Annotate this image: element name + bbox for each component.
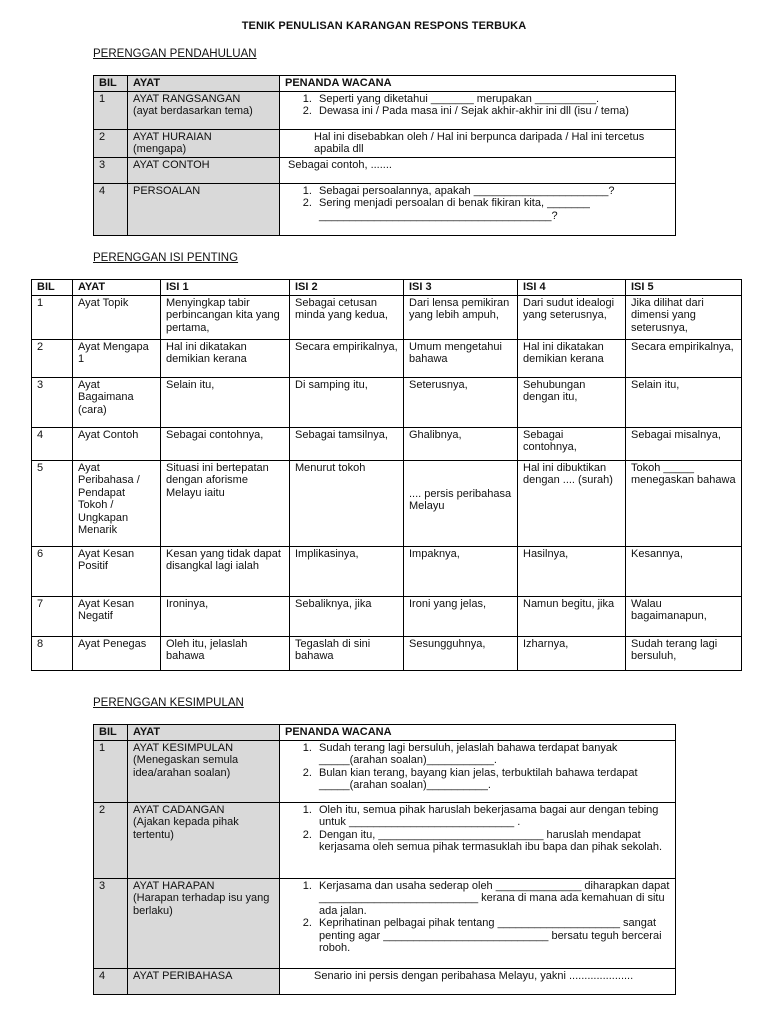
header-ayat: AYAT	[73, 280, 161, 296]
cell-bil: 1	[94, 740, 128, 802]
cell-ayat	[128, 740, 280, 802]
ayat-label: AYAT HURAIAN	[133, 130, 212, 143]
cell-bil: 3	[94, 878, 128, 968]
cell-isi-2: Menurut tokoh	[290, 460, 404, 546]
ayat-sublabel: (Menegaskan semula idea/arahan soalan)	[133, 754, 239, 779]
cell-isi-4: Dari sudut idealogi yang seterusnya,	[518, 295, 626, 339]
cell-penanda	[280, 878, 676, 968]
list-item: 2. Dengan itu, ___________________________ haruslah mendapat kerjasama oleh semua pihak termasuklah ibu bapa dan pihak sekolah.	[315, 829, 670, 854]
cell-isi-5: Walau bagaimanapun,	[626, 596, 742, 636]
cell-isi-5: Jika dilihat dari dimensi yang seterusnya,	[626, 295, 742, 339]
list-item: 1. Seperti yang diketahui _______ merupakan __________.	[315, 93, 670, 106]
cell-isi-2: Sebagai tamsilnya,	[290, 427, 404, 460]
cell-bil: 5	[32, 460, 73, 546]
section-heading-pendahuluan: PERENGGAN PENDAHULUAN	[93, 48, 257, 60]
cell-isi-1: Hal ini dikatakan demikian kerana	[161, 339, 290, 377]
cell-isi-1: Situasi ini bertepatan dengan aforisme Melayu iaitu	[161, 460, 290, 546]
list-item: 1. Sudah terang lagi bersuluh, jelaslah bahawa terdapat banyak _____(arahan soalan)___________.	[315, 742, 670, 767]
table-row	[94, 157, 676, 183]
cell-bil: 3	[32, 377, 73, 427]
list-item: 1. Kerjasama dan usaha sederap oleh ______________ diharapkan dapat __________________________ kerana di mana ada kemahuan di situ ada jalan.	[315, 880, 670, 918]
table-row	[32, 295, 742, 339]
cell-bil: 2	[32, 339, 73, 377]
header-isi-1: ISI 1	[161, 280, 290, 296]
ayat-label: AYAT KESIMPULAN	[133, 741, 234, 754]
cell-ayat: Ayat Mengapa 1	[73, 339, 161, 377]
cell-isi-1: Selain itu,	[161, 377, 290, 427]
table-header-row	[32, 280, 742, 296]
cell-isi-2: Sebagai cetusan minda yang kedua,	[290, 295, 404, 339]
cell-penanda	[280, 802, 676, 878]
ayat-label: AYAT HARAPAN	[133, 879, 215, 892]
header-bil: BIL	[94, 725, 128, 741]
cell-isi-3: Impaknya,	[404, 546, 518, 596]
table-row	[32, 460, 742, 546]
section-heading-kesimpulan: PERENGGAN KESIMPULAN	[93, 697, 244, 709]
header-isi-4: ISI 4	[518, 280, 626, 296]
cell-penanda: Hal ini disebabkan oleh / Hal ini berpunca daripada / Hal ini tercetus apabila dll	[280, 129, 676, 157]
header-ayat: AYAT	[128, 725, 280, 741]
cell-bil: 6	[32, 546, 73, 596]
table-row	[94, 878, 676, 968]
header-isi-2: ISI 2	[290, 280, 404, 296]
cell-isi-2: Di samping itu,	[290, 377, 404, 427]
header-isi-3: ISI 3	[404, 280, 518, 296]
cell-bil: 2	[94, 802, 128, 878]
ayat-sublabel: (Ajakan kepada pihak tertentu)	[133, 816, 239, 841]
header-penanda-wacana: PENANDA WACANA	[280, 76, 676, 92]
cell-ayat: Ayat Kesan Negatif	[73, 596, 161, 636]
cell-isi-2: Sebaliknya, jika	[290, 596, 404, 636]
cell-isi-3: Seterusnya,	[404, 377, 518, 427]
header-penanda-wacana: PENANDA WACANA	[280, 725, 676, 741]
cell-isi-2: Secara empirikalnya,	[290, 339, 404, 377]
table-row	[94, 129, 676, 157]
cell-ayat: Ayat Bagaimana (cara)	[73, 377, 161, 427]
ayat-label: AYAT CADANGAN	[133, 803, 225, 816]
table-header-row	[94, 76, 676, 92]
cell-isi-3: Umum mengetahui bahawa	[404, 339, 518, 377]
cell-isi-3: Ironi yang jelas,	[404, 596, 518, 636]
cell-isi-4: Hal ini dibuktikan dengan .... (surah)	[518, 460, 626, 546]
cell-isi-3: Ghalibnya,	[404, 427, 518, 460]
cell-bil: 1	[94, 91, 128, 129]
cell-ayat: Ayat Penegas	[73, 636, 161, 670]
cell-bil: 4	[94, 183, 128, 235]
cell-isi-1: Oleh itu, jelaslah bahawa	[161, 636, 290, 670]
cell-isi-3: Sesungguhnya,	[404, 636, 518, 670]
cell-isi-5: Selain itu,	[626, 377, 742, 427]
cell-ayat: Ayat Peribahasa / Pendapat Tokoh / Ungkapan Menarik	[73, 460, 161, 546]
cell-isi-4: Sebagai contohnya,	[518, 427, 626, 460]
table-row	[32, 377, 742, 427]
cell-ayat: AYAT PERIBAHASA	[128, 968, 280, 994]
cell-ayat: AYAT CONTOH	[128, 157, 280, 183]
ayat-label: AYAT RANGSANGAN	[133, 92, 241, 105]
cell-ayat: Ayat Contoh	[73, 427, 161, 460]
cell-bil: 3	[94, 157, 128, 183]
cell-bil: 4	[94, 968, 128, 994]
table-header-row	[94, 725, 676, 741]
cell-isi-2: Tegaslah di sini bahawa	[290, 636, 404, 670]
table-row	[32, 636, 742, 670]
cell-isi-5: Kesannya,	[626, 546, 742, 596]
cell-isi-1: Sebagai contohnya,	[161, 427, 290, 460]
cell-isi-5: Sudah terang lagi bersuluh,	[626, 636, 742, 670]
table-row	[32, 427, 742, 460]
section-heading-isi-penting: PERENGGAN ISI PENTING	[93, 252, 239, 264]
cell-isi-4: Hasilnya,	[518, 546, 626, 596]
cell-bil: 7	[32, 596, 73, 636]
cell-penanda	[280, 740, 676, 802]
kesimpulan-table	[93, 724, 676, 995]
cell-ayat	[128, 91, 280, 129]
list-item: 2. Keprihatinan pelbagai pihak tentang ____________________ sangat penting agar ___________________________ bersatu teguh bercerai roboh.	[315, 917, 670, 955]
cell-ayat	[128, 878, 280, 968]
cell-penanda: Sebagai contoh, .......	[280, 157, 676, 183]
cell-ayat: PERSOALAN	[128, 183, 280, 235]
cell-bil: 8	[32, 636, 73, 670]
table-row	[94, 802, 676, 878]
list-item: 1. Oleh itu, semua pihak haruslah bekerjasama bagai aur dengan tebing untuk ___________________________ .	[315, 804, 670, 829]
table-row	[32, 546, 742, 596]
cell-isi-5: Tokoh _____ menegaskan bahawa	[626, 460, 742, 546]
pendahuluan-table	[93, 75, 676, 236]
table-row	[32, 596, 742, 636]
list-item: 2. Bulan kian terang, bayang kian jelas, terbuktilah bahawa terdapat _____(arahan soalan)__________.	[315, 767, 670, 792]
cell-isi-1: Ironinya,	[161, 596, 290, 636]
cell-isi-5: Secara empirikalnya,	[626, 339, 742, 377]
ayat-sublabel: (Harapan terhadap isu yang berlaku)	[133, 892, 270, 917]
cell-isi-4: Hal ini dikatakan demikian kerana	[518, 339, 626, 377]
header-isi-5: ISI 5	[626, 280, 742, 296]
list-item: 1. Sebagai persoalannya, apakah ______________________?	[315, 185, 670, 198]
cell-isi-5: Sebagai misalnya,	[626, 427, 742, 460]
cell-bil: 1	[32, 295, 73, 339]
cell-bil: 2	[94, 129, 128, 157]
cell-isi-4: Izharnya,	[518, 636, 626, 670]
header-bil: BIL	[94, 76, 128, 92]
list-item: 2. Dewasa ini / Pada masa ini / Sejak akhir-akhir ini dll (isu / tema)	[315, 105, 670, 118]
ayat-sublabel: (ayat berdasarkan tema)	[133, 105, 253, 117]
cell-ayat: Ayat Topik	[73, 295, 161, 339]
cell-ayat	[128, 129, 280, 157]
cell-isi-3: .... persis peribahasa Melayu	[404, 460, 518, 546]
cell-isi-3: Dari lensa pemikiran yang lebih ampuh,	[404, 295, 518, 339]
table-row	[94, 91, 676, 129]
isi-penting-table	[31, 279, 742, 671]
list-item: 2. Sering menjadi persoalan di benak fikiran kita, _______ ______________________________________?	[315, 197, 670, 222]
cell-isi-1: Kesan yang tidak dapat disangkal lagi ialah	[161, 546, 290, 596]
header-ayat: AYAT	[128, 76, 280, 92]
cell-ayat	[128, 802, 280, 878]
ayat-sublabel: (mengapa)	[133, 143, 187, 155]
cell-penanda	[280, 183, 676, 235]
cell-penanda: Senario ini persis dengan peribahasa Melayu, yakni .....................	[280, 968, 676, 994]
header-bil: BIL	[32, 280, 73, 296]
cell-ayat: Ayat Kesan Positif	[73, 546, 161, 596]
cell-penanda	[280, 91, 676, 129]
document-title: TENIK PENULISAN KARANGAN RESPONS TERBUKA	[241, 20, 527, 32]
table-row	[94, 183, 676, 235]
table-row	[94, 740, 676, 802]
table-row	[32, 339, 742, 377]
cell-isi-4: Namun begitu, jika	[518, 596, 626, 636]
table-row	[94, 968, 676, 994]
cell-bil: 4	[32, 427, 73, 460]
cell-isi-4: Sehubungan dengan itu,	[518, 377, 626, 427]
cell-isi-2: Implikasinya,	[290, 546, 404, 596]
cell-isi-1: Menyingkap tabir perbincangan kita yang pertama,	[161, 295, 290, 339]
